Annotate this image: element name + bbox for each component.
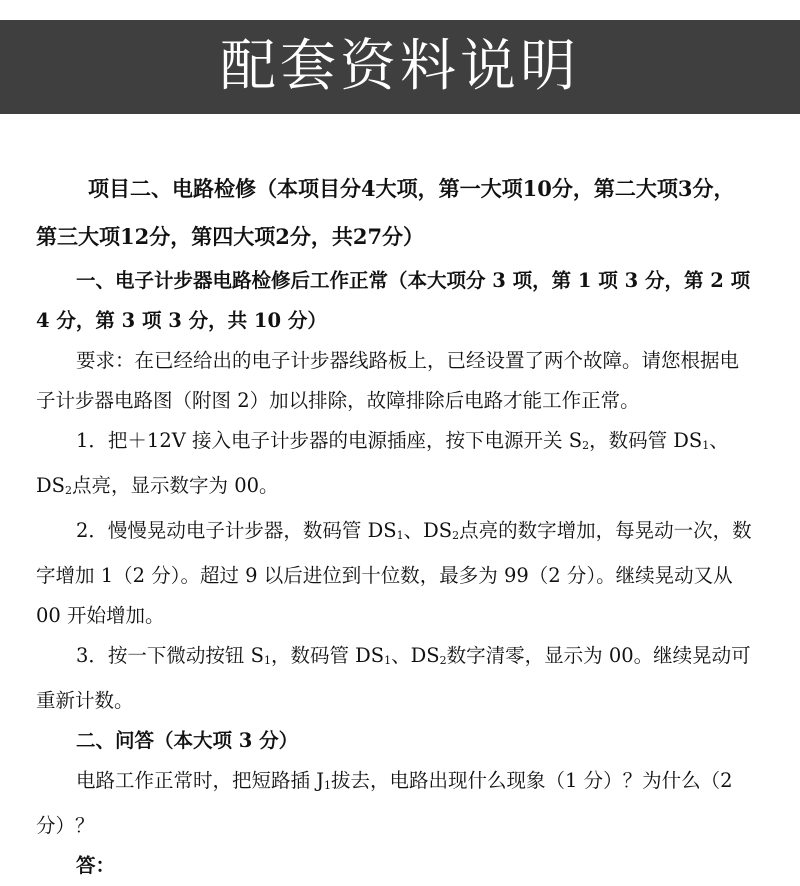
step-1-part-d: 点亮，显示数字为 00。	[72, 474, 279, 497]
section2-heading: 二、问答（本大项 3 分）	[76, 729, 299, 752]
question-sub: 1	[324, 779, 332, 792]
project-title: 项目二、电路检修（本项目分4大项，第一大项10分，第二大项3分，第三大项12分，第四大项2分，共27分）	[36, 176, 735, 249]
step-2-part-a: 2．慢慢晃动电子计步器，数码管 DS	[76, 519, 397, 542]
title-banner	[0, 20, 800, 114]
step-1-sub-b: 1	[702, 439, 710, 452]
question-text	[36, 761, 754, 846]
step-1-part-a: 1．把＋12V 接入电子计步器的电源插座，按下电源开关 S	[76, 429, 583, 452]
step-3	[36, 636, 754, 721]
question-part-b: 拔去，电路出现什么现象（1 分）？为什么（2 分）？	[36, 769, 733, 837]
question-part-a: 电路工作正常时，把短路插 J	[76, 769, 325, 792]
step-3-part-d: 数字清零，显示为 00。继续晃动可重新计数。	[36, 644, 751, 712]
step-2-sub-b: 2	[452, 529, 460, 542]
step-2	[36, 511, 754, 636]
banner-title: 配套资料说明	[220, 34, 580, 99]
step-3-part-c: 、DS	[391, 644, 440, 667]
section1-heading: 一、电子计步器电路检修后工作正常（本大项分 3 项，第 1 项 3 分，第 2 项 4 分，第 3 项 3 分，共 10 分）	[36, 269, 751, 332]
step-2-part-c: 点亮的数字增加，每晃动一次，数字增加 1（2 分）。超过 9 以后进位到十位数，最多为 99（2 分）。继续晃动又从 00 开始增加。	[36, 519, 752, 627]
step-1-part-b: ，数码管 DS	[589, 429, 703, 452]
step-1-sub-a: 2	[582, 439, 590, 452]
step-2-part-b: 、DS	[403, 519, 453, 542]
step-3-sub-c: 2	[439, 654, 447, 667]
step-1-part-c: 、DS	[36, 429, 729, 497]
step-3-part-a: 3．按一下微动按钮 S	[76, 644, 264, 667]
step-1-sub-c: 2	[65, 484, 72, 497]
step-3-sub-b: 1	[384, 654, 392, 667]
step-2-sub-a: 1	[396, 529, 404, 542]
step-3-sub-a: 1	[263, 654, 271, 667]
answer-label: 答：	[76, 854, 116, 877]
step-1	[36, 421, 754, 511]
document-body	[36, 165, 754, 886]
requirement-text: 要求：在已经给出的电子计步器线路板上，已经设置了两个故障。请您根据电子计步器电路图（附图 2）加以排除，故障排除后电路才能工作正常。	[36, 349, 740, 412]
step-3-part-b: ，数码管 DS	[270, 644, 385, 667]
